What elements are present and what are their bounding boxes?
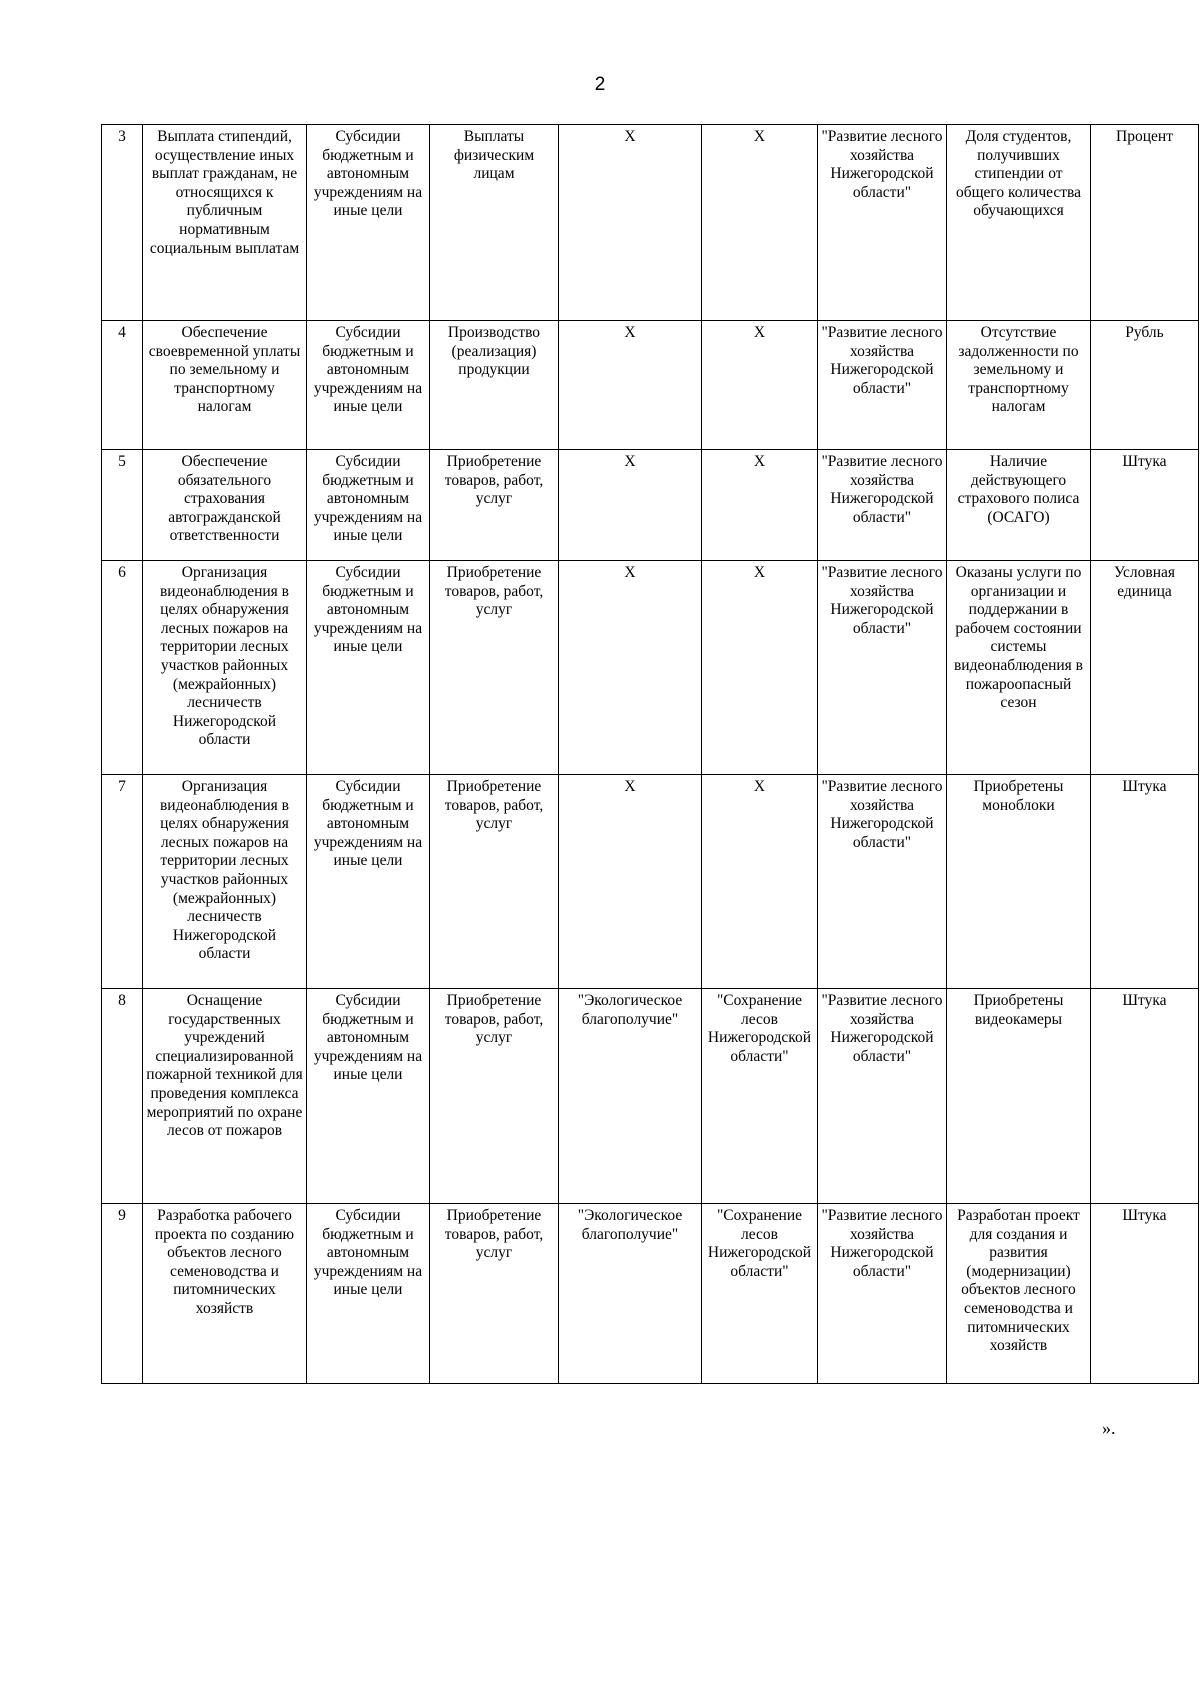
expense-direction: Приобретение товаров, работ, услуг bbox=[430, 561, 559, 775]
result-description: Приобретены видеокамеры bbox=[947, 989, 1091, 1204]
state-program: "Развитие лесного хозяйства Нижегородской области" bbox=[818, 561, 947, 775]
event-name: Организация видеонаблюдения в целях обнаружения лесных пожаров на территории лесных участков районных (межрайонных) лесничеств Нижегородской области bbox=[143, 775, 307, 989]
unit-of-measure: Штука bbox=[1091, 1204, 1199, 1384]
unit-of-measure: Штука bbox=[1091, 775, 1199, 989]
event-name: Оснащение государственных учреждений специализированной пожарной техникой для проведения комплекса мероприятий по охране лесов от пожаров bbox=[143, 989, 307, 1204]
result-description: Разработан проект для создания и развития (модернизации) объектов лесного семеноводства и питомнических хозяйств bbox=[947, 1204, 1091, 1384]
event-name: Выплата стипендий, осуществление иных выплат гражданам, не относящихся к публичным нормативным социальным выплатам bbox=[143, 125, 307, 321]
national-project: X bbox=[559, 775, 702, 989]
subsidy-table bbox=[101, 124, 1199, 1384]
regional-project: "Сохранение лесов Нижегородской области" bbox=[702, 989, 818, 1204]
row-number: 3 bbox=[102, 125, 143, 321]
expense-direction: Выплаты физическим лицам bbox=[430, 125, 559, 321]
unit-of-measure: Штука bbox=[1091, 989, 1199, 1204]
national-project: X bbox=[559, 561, 702, 775]
expense-direction: Приобретение товаров, работ, услуг bbox=[430, 989, 559, 1204]
subsidy-type: Субсидии бюджетным и автономным учреждениям на иные цели bbox=[307, 561, 430, 775]
result-description: Оказаны услуги по организации и поддержании в рабочем состоянии системы видеонаблюдения в пожароопасный сезон bbox=[947, 561, 1091, 775]
row-number: 4 bbox=[102, 321, 143, 450]
national-project: "Экологическое благополучие" bbox=[559, 1204, 702, 1384]
national-project: "Экологическое благополучие" bbox=[559, 989, 702, 1204]
national-project: X bbox=[559, 321, 702, 450]
result-description: Приобретены моноблоки bbox=[947, 775, 1091, 989]
table-row bbox=[102, 561, 1199, 775]
row-number: 5 bbox=[102, 450, 143, 561]
subsidy-type: Субсидии бюджетным и автономным учреждениям на иные цели bbox=[307, 450, 430, 561]
unit-of-measure: Процент bbox=[1091, 125, 1199, 321]
unit-of-measure: Условная единица bbox=[1091, 561, 1199, 775]
subsidy-type: Субсидии бюджетным и автономным учреждениям на иные цели bbox=[307, 989, 430, 1204]
event-name: Обеспечение своевременной уплаты по земельному и транспортному налогам bbox=[143, 321, 307, 450]
expense-direction: Производство (реализация) продукции bbox=[430, 321, 559, 450]
row-number: 8 bbox=[102, 989, 143, 1204]
event-name: Разработка рабочего проекта по созданию объектов лесного семеноводства и питомнических хозяйств bbox=[143, 1204, 307, 1384]
row-number: 6 bbox=[102, 561, 143, 775]
row-number: 7 bbox=[102, 775, 143, 989]
unit-of-measure: Рубль bbox=[1091, 321, 1199, 450]
closing-quote-mark: ». bbox=[1102, 1418, 1116, 1438]
regional-project: X bbox=[702, 450, 818, 561]
state-program: "Развитие лесного хозяйства Нижегородской области" bbox=[818, 321, 947, 450]
regional-project: X bbox=[702, 125, 818, 321]
table-row bbox=[102, 1204, 1199, 1384]
subsidy-type: Субсидии бюджетным и автономным учреждениям на иные цели bbox=[307, 125, 430, 321]
subsidy-type: Субсидии бюджетным и автономным учреждениям на иные цели bbox=[307, 775, 430, 989]
subsidy-type: Субсидии бюджетным и автономным учреждениям на иные цели bbox=[307, 321, 430, 450]
table-row bbox=[102, 450, 1199, 561]
regional-project: X bbox=[702, 321, 818, 450]
result-description: Наличие действующего страхового полиса (ОСАГО) bbox=[947, 450, 1091, 561]
state-program: "Развитие лесного хозяйства Нижегородской области" bbox=[818, 1204, 947, 1384]
unit-of-measure: Штука bbox=[1091, 450, 1199, 561]
regional-project: X bbox=[702, 561, 818, 775]
row-number: 9 bbox=[102, 1204, 143, 1384]
expense-direction: Приобретение товаров, работ, услуг bbox=[430, 775, 559, 989]
expense-direction: Приобретение товаров, работ, услуг bbox=[430, 1204, 559, 1384]
regional-project: X bbox=[702, 775, 818, 989]
regional-project: "Сохранение лесов Нижегородской области" bbox=[702, 1204, 818, 1384]
table-row bbox=[102, 989, 1199, 1204]
state-program: "Развитие лесного хозяйства Нижегородской области" bbox=[818, 775, 947, 989]
table-row bbox=[102, 321, 1199, 450]
result-description: Отсутствие задолженности по земельному и транспортному налогам bbox=[947, 321, 1091, 450]
result-description: Доля студентов, получивших стипендии от общего количества обучающихся bbox=[947, 125, 1091, 321]
state-program: "Развитие лесного хозяйства Нижегородской области" bbox=[818, 450, 947, 561]
state-program: "Развитие лесного хозяйства Нижегородской области" bbox=[818, 125, 947, 321]
national-project: X bbox=[559, 125, 702, 321]
subsidy-type: Субсидии бюджетным и автономным учреждениям на иные цели bbox=[307, 1204, 430, 1384]
national-project: X bbox=[559, 450, 702, 561]
table-row bbox=[102, 775, 1199, 989]
event-name: Организация видеонаблюдения в целях обнаружения лесных пожаров на территории лесных участков районных (межрайонных) лесничеств Нижегородской области bbox=[143, 561, 307, 775]
state-program: "Развитие лесного хозяйства Нижегородской области" bbox=[818, 989, 947, 1204]
event-name: Обеспечение обязательного страхования автогражданской ответственности bbox=[143, 450, 307, 561]
page-number: 2 bbox=[594, 74, 606, 95]
expense-direction: Приобретение товаров, работ, услуг bbox=[430, 450, 559, 561]
table-row bbox=[102, 125, 1199, 321]
